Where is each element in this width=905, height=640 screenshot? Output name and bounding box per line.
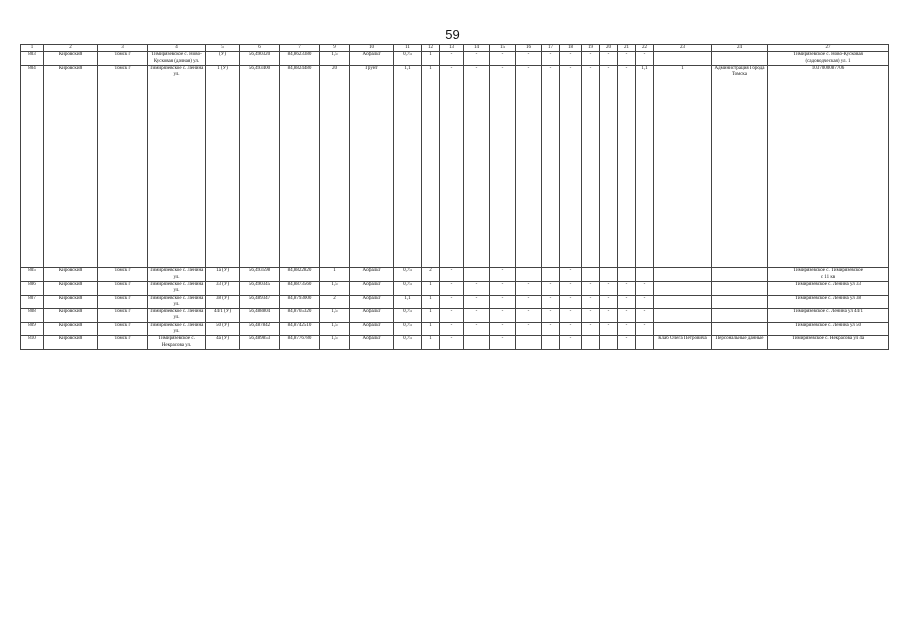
table-cell: - [600,322,618,336]
table-cell: - [464,281,490,295]
table-cell: - [516,295,542,309]
table-cell: Асфальт [350,295,394,309]
table-cell: Асфальт [350,322,394,336]
table-cell: - [490,268,516,282]
table-cell: Кировский [44,65,98,268]
column-number: 27 [768,45,889,52]
table-cell [654,322,712,336]
table-cell [636,268,654,282]
table-cell: Томск г [98,309,148,323]
table-cell: 84,8765320 [280,309,320,323]
table-cell: 84,8822820 [280,268,320,282]
table-cell: 44/1 (У) [206,309,240,323]
column-number: 23 [654,45,712,52]
column-number: 17 [542,45,560,52]
column-number: 14 [464,45,490,52]
table-cell: Кировский [44,309,98,323]
table-cell: Томск г [98,52,148,66]
table-cell: - [440,295,464,309]
table-cell: - [440,268,464,282]
table-cell: - [618,295,636,309]
table-cell: - [560,52,582,66]
table-cell: Асфальт [350,52,394,66]
table-cell: - [516,52,542,66]
table-cell: - [440,336,464,350]
table-cell [712,322,768,336]
table-cell: Томск г [98,295,148,309]
table-row [21,322,889,336]
column-number: 9 [320,45,350,52]
page-number: 59 [445,27,460,42]
column-number: 13 [440,45,464,52]
table-cell [516,336,542,350]
table-cell: 0,75 [394,281,422,295]
table-cell: - [464,295,490,309]
table-cell [654,281,712,295]
table-cell: - [560,268,582,282]
address-line: (садоводческая) ул. 1 [805,58,851,64]
column-number: 6 [240,45,280,52]
table-cell: - [542,65,560,268]
table-cell: Клаб Олега Петровича [654,336,712,350]
table-cell: Тимирязевское с. Ново-Кусковая (дачная) ул. [148,52,206,66]
address-line: Тимирязевское с. Ленина ул 38 [794,295,861,301]
address-list-cell [768,295,889,309]
table-cell: - [490,281,516,295]
column-number: 4 [148,45,206,52]
table-cell: - [560,295,582,309]
table-cell: - [560,336,582,350]
table-cell: 1 [654,65,712,268]
table-row [21,309,889,323]
table-cell: - [490,52,516,66]
table-cell: Тимирязевское с. Ленина ул. [148,65,206,268]
table-cell: - [560,65,582,268]
table-cell [542,336,560,350]
table-cell: Грунт [350,65,394,268]
address-list-cell [768,281,889,295]
table-cell: 1 [422,52,440,66]
table-row [21,52,889,66]
table-cell [636,336,654,350]
table-cell: - [582,52,600,66]
column-number: 16 [516,45,542,52]
table-cell: 56,489347 [240,295,280,309]
table-cell: - [490,322,516,336]
table-cell: Тимирязевское с. Ленина ул. [148,281,206,295]
table-cell: - [560,281,582,295]
table-cell: (У) [206,52,240,66]
table-cell: - [542,281,560,295]
table-cell: Персональные данные [712,336,768,350]
address-list-cell [768,52,889,66]
table-cell: 1а (У) [206,268,240,282]
table-cell [712,52,768,66]
table-cell: 0,75 [394,52,422,66]
table-cell: - [440,281,464,295]
table-cell: 33 (У) [206,281,240,295]
table-cell: 1,5 [320,322,350,336]
table-cell: 1,5 [320,336,350,350]
table-cell: Томск г [98,65,148,268]
table-cell: - [636,295,654,309]
table-cell: 50 (У) [206,322,240,336]
table-cell: Кировский [44,268,98,282]
table-cell: - [516,322,542,336]
column-number: 11 [394,45,422,52]
table-cell: - [516,281,542,295]
table-cell: - [618,336,636,350]
address-line: Тимирязевское с. Ново-Кусковая [793,52,863,58]
table-cell: - [618,322,636,336]
table-cell: - [542,309,560,323]
table-cell: - [560,309,582,323]
table-cell: - [582,281,600,295]
table-cell: - [464,52,490,66]
table-cell: 805 [21,268,44,282]
table-cell: 809 [21,322,44,336]
table-cell: Тимирязевское с. Ленина ул. [148,309,206,323]
table-cell: - [582,322,600,336]
table-row [21,65,889,268]
table-cell: Кировский [44,52,98,66]
table-cell: - [636,322,654,336]
table-cell: 0,75 [394,336,422,350]
table-cell: 0,75 [394,309,422,323]
address-list-cell [768,309,889,323]
table-cell: - [440,322,464,336]
table-cell: - [516,309,542,323]
table-cell: 807 [21,295,44,309]
table-cell: 84,8873560 [280,281,320,295]
table-row [21,268,889,282]
table-cell: 804 [21,65,44,268]
table-cell: - [440,309,464,323]
table-cell: 84,8793000 [280,295,320,309]
table-cell: - [440,65,464,268]
table-cell: 1 [320,268,350,282]
table-cell: - [618,52,636,66]
table-cell: - [542,322,560,336]
table-cell: 56,489853 [240,336,280,350]
table-cell [712,295,768,309]
table-cell: 1,1 [394,295,422,309]
table-cell: - [582,309,600,323]
table-cell: 1 [422,281,440,295]
table-cell [712,309,768,323]
column-number: 15 [490,45,516,52]
table-cell: 56,490345 [240,281,280,295]
table-cell: 84,8776780 [280,336,320,350]
address-line: Тимирязевское с. Тимирязевское [793,268,863,274]
table-cell: - [600,281,618,295]
column-number-row [21,45,889,52]
table-cell: - [464,65,490,268]
table-cell: - [582,65,600,268]
register-table [20,44,889,350]
address-list-cell [768,268,889,282]
table-cell: 56,493598 [240,268,280,282]
table-cell: 808 [21,309,44,323]
table-cell: Администрация Города Томска [712,65,768,268]
column-number: 10 [350,45,394,52]
column-number: 7 [280,45,320,52]
table-cell: Кировский [44,322,98,336]
table-cell: Асфальт [350,309,394,323]
table-cell: 2 [320,295,350,309]
column-number: 12 [422,45,440,52]
table-cell: - [490,295,516,309]
table-cell: - [490,309,516,323]
table-cell: - [600,309,618,323]
table-cell: 4а (У) [206,336,240,350]
table-cell: Тимирязевское с. Ленина ул. [148,268,206,282]
table-cell [618,268,636,282]
table-cell [654,52,712,66]
table-cell [600,268,618,282]
table-cell: - [464,322,490,336]
address-line: Тимирязевское с. Ленина ул 33 [794,281,861,287]
table-cell: Тимирязевское с. Некрасова ул 4а [768,336,889,350]
table-cell: Томск г [98,336,148,350]
address-line: Тимирязевское с. Ленина ул 50 [794,322,861,328]
table-cell: - [464,309,490,323]
table-cell: 1 [422,65,440,268]
table-cell: 84,8623380 [280,52,320,66]
table-cell [654,309,712,323]
table-cell: Кировский [44,336,98,350]
table-cell [464,336,490,350]
table-cell: - [490,336,516,350]
table-cell: - [600,295,618,309]
address-list-cell [768,322,889,336]
address-line: с 11 кв [820,274,836,280]
table-row [21,336,889,350]
table-cell: - [560,322,582,336]
table-cell: Томск г [98,322,148,336]
table-cell [582,336,600,350]
table-cell: - [516,65,542,268]
table-cell [712,268,768,282]
column-number: 20 [600,45,618,52]
table-cell: 1,5 [320,309,350,323]
table-cell: Асфальт [350,268,394,282]
table-cell: Тимирязевское с. Ленина ул. [148,295,206,309]
column-number: 19 [582,45,600,52]
table-cell: Томск г [98,281,148,295]
table-cell: - [600,65,618,268]
table-cell: Асфальт [350,336,394,350]
table-cell: - [618,281,636,295]
table-cell: 1 [422,336,440,350]
column-number: 5 [206,45,240,52]
table-cell: - [490,65,516,268]
table-cell [600,336,618,350]
table-cell [542,268,560,282]
table-cell: 810 [21,336,44,350]
table-cell: 56,493400 [240,65,280,268]
column-number: 1 [21,45,44,52]
table-cell [582,268,600,282]
table-cell: 56,487842 [240,322,280,336]
table-cell: Томск г [98,268,148,282]
table-cell: - [618,309,636,323]
table-cell: 0,75 [394,268,422,282]
table-cell: 806 [21,281,44,295]
table-cell: 20 [320,65,350,268]
table-cell: Тимирязевское с. Некрасова ул. [148,336,206,350]
table-cell: - [636,281,654,295]
table-cell: - [636,309,654,323]
table-cell [654,268,712,282]
table-cell: Тимирязевское с. Ленина ул. [148,322,206,336]
table-cell [654,295,712,309]
table-cell: 84,8742510 [280,322,320,336]
table-cell: - [440,52,464,66]
table-cell [712,281,768,295]
table-row [21,281,889,295]
table-cell: 1,1 [636,65,654,268]
table-cell: 56,488804 [240,309,280,323]
table-cell: 2 [422,268,440,282]
table-row [21,295,889,309]
column-number: 2 [44,45,98,52]
table-cell: Кировский [44,281,98,295]
table-cell: 803 [21,52,44,66]
table-cell: 1 [422,322,440,336]
column-number: 22 [636,45,654,52]
table-cell: 0,75 [394,322,422,336]
table-cell: 56,490320 [240,52,280,66]
table-cell: Асфальт [350,281,394,295]
column-number: 18 [560,45,582,52]
table-cell: - [600,52,618,66]
table-cell: 1,5 [320,281,350,295]
table-cell: 1,5 [320,52,350,66]
table-cell: - [582,295,600,309]
column-number: 21 [618,45,636,52]
table-cell: Кировский [44,295,98,309]
table-cell: 1 [422,295,440,309]
column-number: 24 [712,45,768,52]
table-cell [516,268,542,282]
column-number: 3 [98,45,148,52]
table-cell: 1 (У) [206,65,240,268]
table-cell: - [618,65,636,268]
table-cell: 38 (У) [206,295,240,309]
table-cell: 1,1 [394,65,422,268]
table-cell: - [542,52,560,66]
table-cell [464,268,490,282]
table-cell: 1 [422,309,440,323]
table-cell: 1037000087706 [768,65,889,268]
table-cell: - [636,52,654,66]
table-cell: 84,8824480 [280,65,320,268]
table-cell: - [542,295,560,309]
address-line: Тимирязевское с. Ленина ул 44/1 [793,309,863,315]
